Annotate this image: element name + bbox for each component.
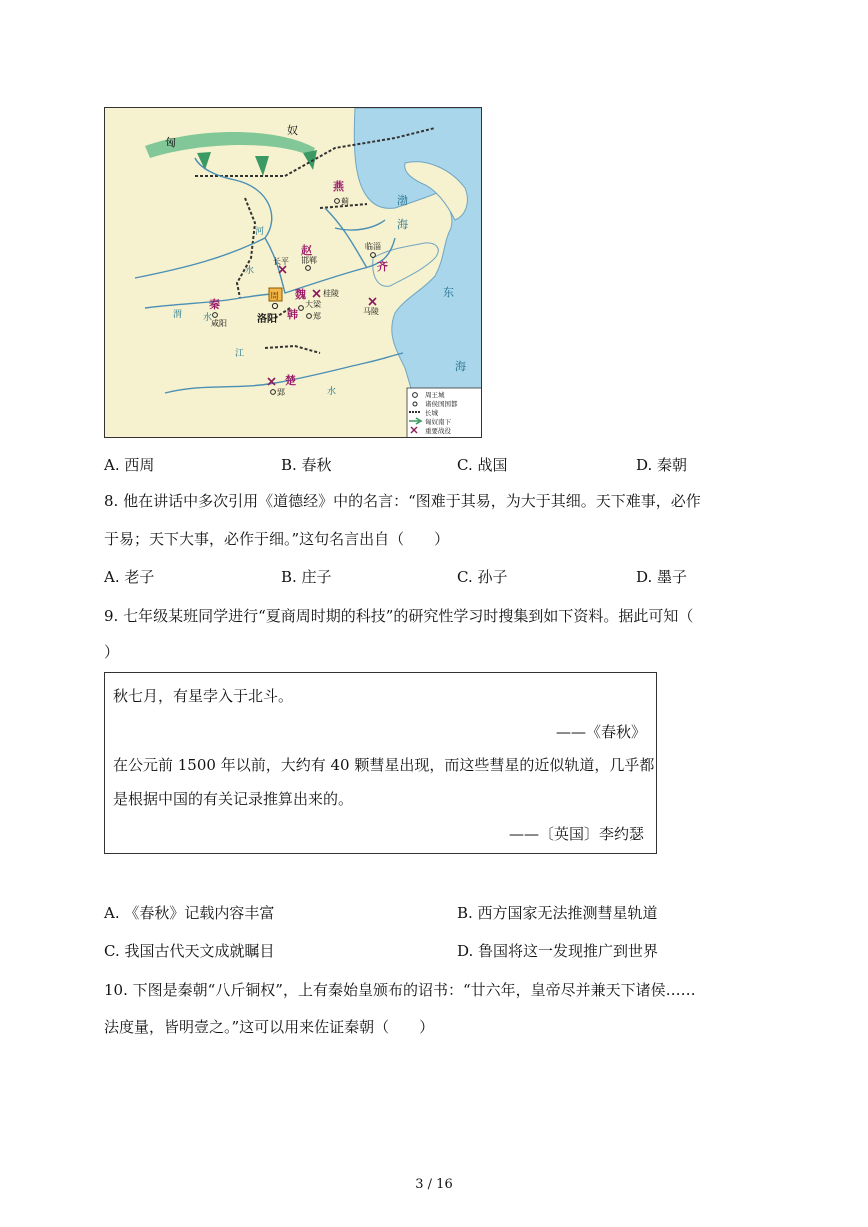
label-city-daliang: 大梁 <box>305 300 321 309</box>
battle-markers <box>268 266 376 385</box>
label-city-luoyang: 洛阳 <box>257 314 277 325</box>
label-river-shui1: 水 <box>245 266 255 276</box>
label-donghai-1: 东 <box>443 286 454 299</box>
q9-option-b[interactable]: B. 西方国家无法推测彗星轨道 <box>457 904 658 922</box>
label-city-linzi: 临淄 <box>365 242 381 251</box>
legend-label-royal: 周王城 <box>425 391 445 399</box>
legend-label-battle: 重要战役 <box>425 427 451 435</box>
q9-quote2-line2: 是根据中国的有关记录推算出来的。 <box>113 790 354 808</box>
label-bohai-1: 渤 <box>397 194 408 207</box>
label-state-yan: 燕 <box>333 180 344 193</box>
label-river-he: 河 <box>255 227 265 237</box>
label-state-qi: 齐 <box>377 260 388 273</box>
q8-option-b[interactable]: B. 庄子 <box>281 568 332 586</box>
label-xiongnu-1: 匈 <box>165 136 176 149</box>
label-state-zhou: 周 <box>270 292 280 302</box>
label-bohai-2: 海 <box>397 218 408 231</box>
label-city-maling: 马陵 <box>363 307 379 316</box>
page-number: 3 / 16 <box>415 1177 453 1192</box>
q7-option-c[interactable]: C. 战国 <box>457 456 508 474</box>
q8-stem-line2: 于易；天下大事，必作于细。”这句名言出自（ ） <box>104 530 450 548</box>
label-xiongnu-2: 奴 <box>287 124 298 137</box>
label-city-guiling: 桂陵 <box>323 289 339 298</box>
map-svg <box>105 108 482 438</box>
legend-label-wall: 长城 <box>425 409 438 417</box>
legend-label-xiongnu: 匈奴南下 <box>425 418 451 426</box>
label-state-zhao: 赵 <box>301 244 312 257</box>
label-state-han: 韩 <box>287 308 298 321</box>
label-city-ji: 蓟 <box>341 197 349 206</box>
q9-quote2-line1: 在公元前 1500 年以前，大约有 40 颗彗星出现，而这些彗星的近似轨道，几乎都 <box>113 756 655 774</box>
q9-stem-line2: ） <box>104 643 120 661</box>
label-city-changping: 长平 <box>273 257 289 266</box>
label-river-shui2: 水 <box>203 313 213 323</box>
q10-stem-line2: 法度量，皆明壹之。”这可以用来佐证秦朝（ ） <box>104 1018 435 1036</box>
label-river-wei: 渭 <box>173 310 183 320</box>
label-river-jiang: 江 <box>235 349 245 359</box>
q9-option-a[interactable]: A. 《春秋》记载内容丰富 <box>104 904 275 922</box>
label-state-wei: 魏 <box>295 288 306 301</box>
q9-source1: ——《春秋》 <box>556 723 647 741</box>
label-state-qin: 秦 <box>209 298 220 311</box>
label-state-chu: 楚 <box>285 374 296 387</box>
q8-option-d[interactable]: D. 墨子 <box>636 568 688 586</box>
q9-option-d[interactable]: D. 鲁国将这一发现推广到世界 <box>457 942 659 960</box>
q8-option-a[interactable]: A. 老子 <box>104 568 155 586</box>
warring-states-map <box>104 107 482 438</box>
label-city-handan: 邯郸 <box>301 256 317 265</box>
label-city-zheng: 郑 <box>313 312 321 321</box>
q9-source2: ——〔英国〕李约瑟 <box>509 825 645 843</box>
q9-option-c[interactable]: C. 我国古代天文成就瞩目 <box>104 942 275 960</box>
q9-quote1: 秋七月，有星孛入于北斗。 <box>113 687 294 705</box>
q7-option-d[interactable]: D. 秦朝 <box>636 456 688 474</box>
q8-stem-line1: 8. 他在讲话中多次引用《道德经》中的名言：“图难于其易，为大于其细。天下难事，必作 <box>104 492 701 510</box>
q7-option-b[interactable]: B. 春秋 <box>281 456 332 474</box>
q9-stem-line1: 9. 七年级某班同学进行“夏商周时期的科技”的研究性学习时搜集到如下资料。据此可知（ <box>104 607 694 625</box>
rivers <box>135 158 403 393</box>
label-river-shui3: 水 <box>327 387 337 397</box>
q10-stem-line1: 10. 下图是秦朝“八斤铜权”，上有秦始皇颁布的诏书：“廿六年，皇帝尽并兼天下诸侯…… <box>104 981 696 999</box>
map-legend <box>407 388 482 438</box>
label-donghai-2: 海 <box>455 360 466 373</box>
legend-label-capital: 诸侯国国都 <box>425 400 458 408</box>
capital-markers <box>213 199 376 395</box>
label-city-xianyang: 咸阳 <box>211 319 227 328</box>
q7-option-a[interactable]: A. 西周 <box>104 456 155 474</box>
label-city-ying: 郢 <box>277 388 285 397</box>
q8-option-c[interactable]: C. 孙子 <box>457 568 508 586</box>
